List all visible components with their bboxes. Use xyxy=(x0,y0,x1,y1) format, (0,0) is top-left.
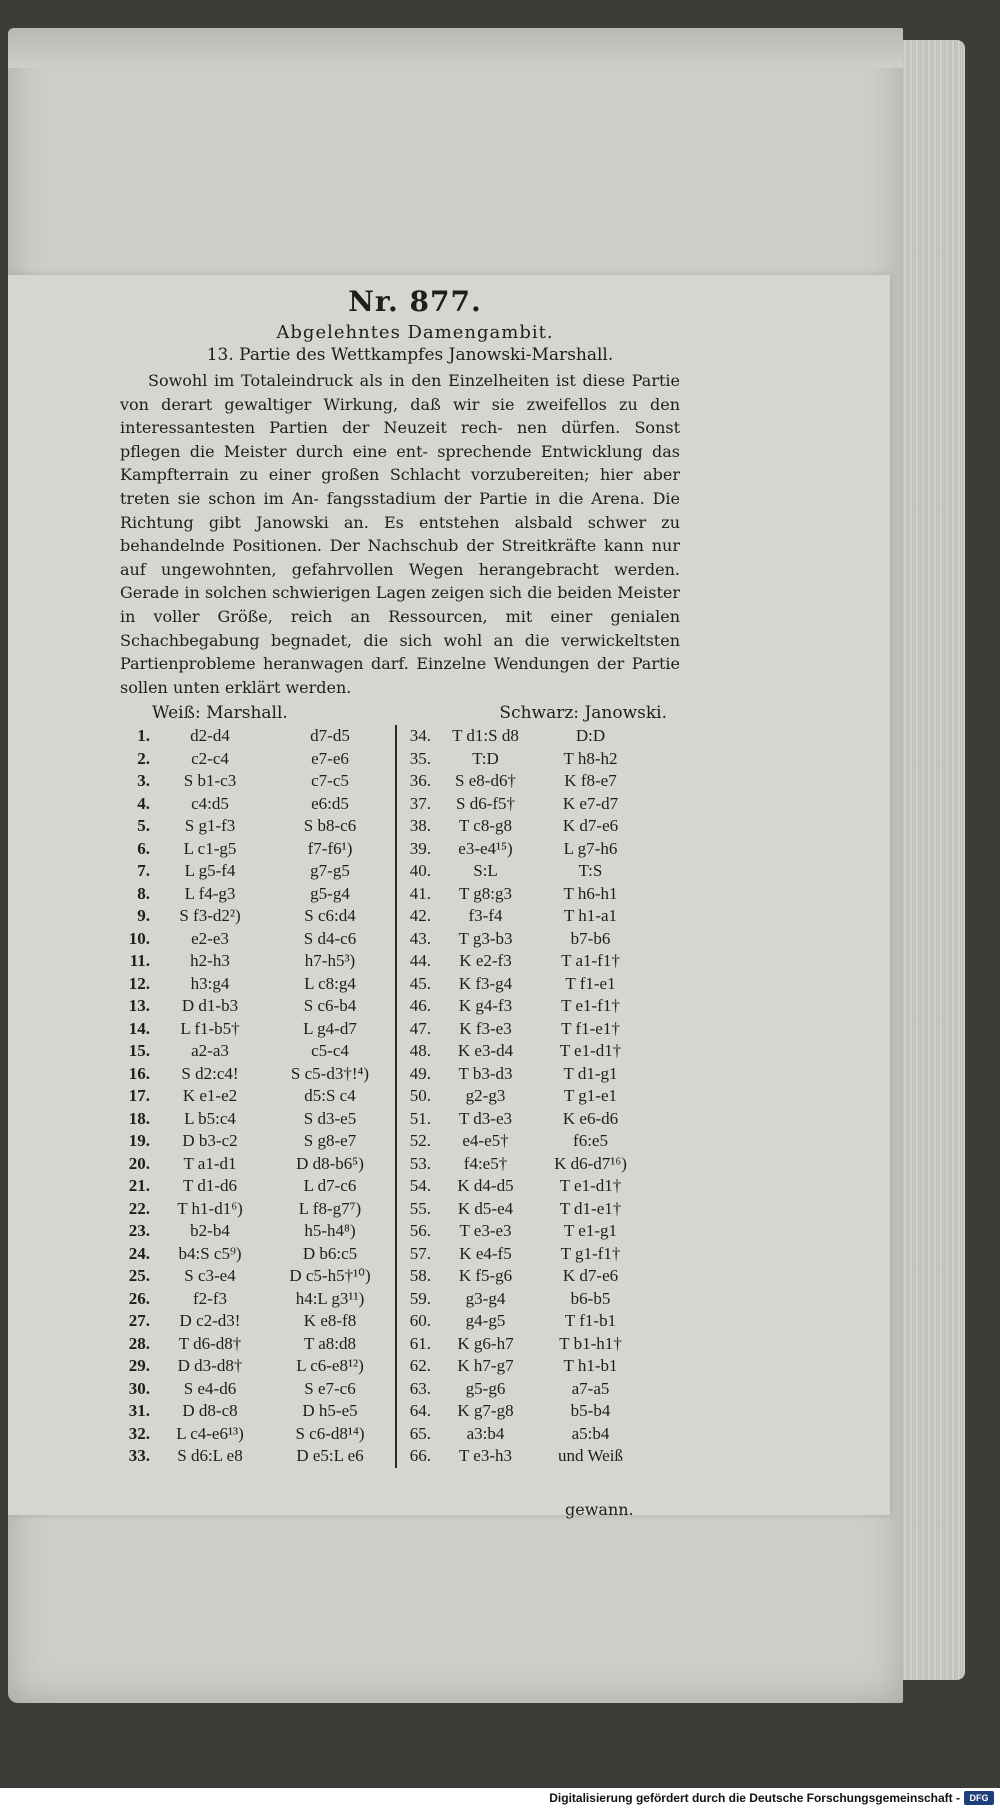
move-number: 50. xyxy=(409,1086,431,1106)
intro-line: sprechende Entwicklung das Kampfterrain zu einer großen xyxy=(120,441,680,485)
black-move: K d6-d7¹⁶) xyxy=(554,1153,627,1173)
move-row xyxy=(397,1355,647,1378)
white-move: e2-e3 xyxy=(191,928,229,948)
move-number: 62. xyxy=(409,1356,431,1376)
intro-line: Wendungen der Partie sollen unten erklärt werden. xyxy=(120,654,681,697)
move-number: 19. xyxy=(128,1131,150,1151)
black-move: S b8-c6 xyxy=(303,816,357,836)
move-row xyxy=(397,815,647,838)
white-move: L c1-g5 xyxy=(183,838,237,858)
move-number: 45. xyxy=(409,973,431,993)
move-row xyxy=(120,860,395,883)
move-row xyxy=(397,1333,647,1356)
white-move: T d1:S d8 xyxy=(452,726,519,746)
intro-line: Janowski an. Es entstehen alsbald schwer zu behandelnde xyxy=(120,512,681,556)
black-move: D h5-e5 xyxy=(302,1401,358,1421)
white-move: K g6-h7 xyxy=(457,1333,514,1353)
white-move: g4-g5 xyxy=(465,1311,506,1331)
digitization-credit: Digitalisierung gefördert durch die Deutsche Forschungsgemeinschaft - xyxy=(549,1791,960,1805)
white-move: b2-b4 xyxy=(190,1221,230,1241)
move-row xyxy=(397,1108,647,1131)
move-row xyxy=(120,770,395,793)
move-row xyxy=(120,1040,395,1063)
move-number: 38. xyxy=(409,816,431,836)
move-number: 9. xyxy=(137,906,150,926)
white-move: D d3-d8† xyxy=(177,1356,243,1376)
black-move: h7-h5³) xyxy=(304,951,356,971)
move-row xyxy=(397,995,647,1018)
move-row xyxy=(120,995,395,1018)
move-number: 43. xyxy=(409,928,431,948)
move-row xyxy=(120,1130,395,1153)
move-number: 39. xyxy=(409,838,431,858)
black-move: d5:S c4 xyxy=(304,1086,356,1106)
move-number: 55. xyxy=(409,1198,431,1218)
move-row xyxy=(397,1085,647,1108)
move-row xyxy=(397,793,647,816)
intro-line: ungewohnten, gefahrvollen Wegen herangebracht werden. xyxy=(161,559,680,579)
white-move: L g5-f4 xyxy=(184,861,236,881)
move-row xyxy=(120,793,395,816)
move-number: 56. xyxy=(409,1221,431,1241)
move-number: 44. xyxy=(409,951,431,971)
move-number: 48. xyxy=(409,1041,431,1061)
move-number: 47. xyxy=(409,1018,431,1038)
white-move: g2-g3 xyxy=(465,1086,506,1106)
black-move: L g7-h6 xyxy=(563,838,618,858)
move-row xyxy=(120,1288,395,1311)
move-number: 42. xyxy=(409,906,431,926)
move-number: 23. xyxy=(128,1221,150,1241)
white-move: S e4-d6 xyxy=(183,1378,237,1398)
black-move: a5:b4 xyxy=(571,1423,610,1443)
move-row xyxy=(397,860,647,883)
black-move: b6-b5 xyxy=(570,1288,611,1308)
move-row xyxy=(120,1400,395,1423)
move-number: 30. xyxy=(128,1378,150,1398)
black-move: c5-c4 xyxy=(311,1041,349,1061)
white-move: S f3-d2²) xyxy=(179,906,241,926)
black-move: L d7-c6 xyxy=(303,1176,357,1196)
white-move: T d1-d6 xyxy=(183,1176,237,1196)
move-number: 16. xyxy=(128,1063,150,1083)
white-move: D d8-c8 xyxy=(182,1401,238,1421)
intro-line: Positionen. Der Nachschub der Streitkräfte kann nur auf xyxy=(120,536,680,579)
black-move: S g8-e7 xyxy=(303,1131,357,1151)
move-row xyxy=(397,1400,647,1423)
black-move: T f1-b1 xyxy=(564,1311,617,1331)
page-top-shadow xyxy=(8,28,903,68)
black-move: h5-h4⁸) xyxy=(304,1221,356,1241)
black-player: Schwarz: Janowski. xyxy=(499,703,667,724)
black-move: e6:d5 xyxy=(311,793,349,813)
move-row xyxy=(120,1018,395,1041)
intro-line: Sowohl im Totaleindruck als in den Einzelheiten ist xyxy=(148,371,576,390)
white-move: D d1-b3 xyxy=(181,996,239,1016)
black-move: T h6-h1 xyxy=(563,883,618,903)
black-move: T d1-e1† xyxy=(559,1198,622,1218)
white-move: T a1-d1 xyxy=(183,1153,237,1173)
move-number: 15. xyxy=(128,1041,150,1061)
move-number: 21. xyxy=(128,1176,150,1196)
black-move: h4:L g3¹¹) xyxy=(295,1288,365,1308)
move-row xyxy=(397,883,647,906)
move-number: 11. xyxy=(129,951,150,971)
white-move: D b3-c2 xyxy=(182,1131,238,1151)
white-move: S d6-f5† xyxy=(455,793,516,813)
move-number: 58. xyxy=(409,1266,431,1286)
move-row xyxy=(397,1040,647,1063)
move-number: 31. xyxy=(128,1401,150,1421)
move-row xyxy=(397,905,647,928)
black-move: K f8-e7 xyxy=(564,771,617,791)
black-move: T a1-f1† xyxy=(561,951,620,971)
black-move: T b1-h1† xyxy=(559,1333,622,1353)
move-row xyxy=(120,950,395,973)
intro-line: zweifellos zu den interessantesten Partien der Neuzeit rech- xyxy=(120,394,680,438)
black-move: T:S xyxy=(578,861,603,881)
move-row xyxy=(397,973,647,996)
white-move: h3:g4 xyxy=(190,973,230,993)
white-move: L f1-b5† xyxy=(180,1018,240,1038)
move-row xyxy=(397,838,647,861)
move-number: 37. xyxy=(409,793,431,813)
black-move: K d7-e6 xyxy=(562,1266,619,1286)
move-number: 18. xyxy=(128,1108,150,1128)
players-header xyxy=(152,703,667,723)
white-move: D c2-d3! xyxy=(179,1311,241,1331)
footer-bar xyxy=(0,1788,1000,1809)
black-move: S c6:d4 xyxy=(304,906,356,926)
move-number: 5. xyxy=(137,816,150,836)
white-move: K d5-e4 xyxy=(457,1198,514,1218)
move-number: 40. xyxy=(409,861,431,881)
black-move: T d1-g1 xyxy=(563,1063,618,1083)
white-move: K d4-d5 xyxy=(457,1176,514,1196)
move-number: 22. xyxy=(128,1198,150,1218)
move-number: 64. xyxy=(409,1401,431,1421)
white-move: L c4-e6¹³) xyxy=(176,1423,244,1443)
move-number: 3. xyxy=(137,771,150,791)
white-move: b4:S c5⁹) xyxy=(178,1243,242,1263)
black-move: a7-a5 xyxy=(571,1378,610,1398)
move-row xyxy=(120,815,395,838)
move-row xyxy=(120,883,395,906)
move-number: 49. xyxy=(409,1063,431,1083)
move-number: 25. xyxy=(128,1266,150,1286)
intro-line: Meister in voller Größe, reich an Ressourcen, mit einer xyxy=(120,583,680,626)
black-move: D:D xyxy=(575,726,606,746)
move-row xyxy=(397,1288,647,1311)
intro-line: verwickeltsten Partienprobleme heranwagen darf. Einzelne xyxy=(120,630,681,674)
move-row xyxy=(397,1220,647,1243)
move-number: 52. xyxy=(409,1131,431,1151)
move-row xyxy=(120,1108,395,1131)
move-row xyxy=(120,748,395,771)
move-number: 17. xyxy=(128,1086,150,1106)
black-move: L f8-g7⁷) xyxy=(298,1198,362,1218)
black-move: g7-g5 xyxy=(310,861,350,881)
move-row xyxy=(120,1085,395,1108)
white-move: g5-g6 xyxy=(465,1378,506,1398)
move-number: 14. xyxy=(128,1018,150,1038)
move-number: 66. xyxy=(409,1446,431,1466)
move-row xyxy=(120,1378,395,1401)
black-move: K d7-e6 xyxy=(562,816,619,836)
intro-line: Gerade in solchen schwierigen Lagen zeigen sich die beiden xyxy=(120,583,613,603)
white-move: T e3-e3 xyxy=(459,1221,512,1241)
black-move: T e1-d1† xyxy=(559,1176,622,1196)
chess-game-text xyxy=(120,285,680,1468)
move-row xyxy=(397,1243,647,1266)
black-move: e7-e6 xyxy=(311,748,349,768)
move-number: 8. xyxy=(137,883,150,903)
white-move: T d3-e3 xyxy=(458,1108,513,1128)
intro-line: Schlacht vorzubereiten; hier aber treten sie schon im An- xyxy=(120,465,680,508)
move-row xyxy=(397,1063,647,1086)
move-number: 26. xyxy=(128,1288,150,1308)
move-row xyxy=(120,1445,395,1468)
move-row xyxy=(120,1153,395,1176)
move-number: 28. xyxy=(128,1333,150,1353)
white-move: a3:b4 xyxy=(466,1423,505,1443)
move-row xyxy=(397,1378,647,1401)
white-move: h2-h3 xyxy=(190,951,230,971)
white-move: S:L xyxy=(473,861,498,881)
move-row xyxy=(120,1333,395,1356)
move-row xyxy=(120,1220,395,1243)
move-row xyxy=(397,1018,647,1041)
opening-name: Abgelehntes Damengambit. xyxy=(276,322,554,343)
move-number: 59. xyxy=(409,1288,431,1308)
move-number: 12. xyxy=(128,973,150,993)
white-move: T g8:g3 xyxy=(458,883,513,903)
moves-column-right xyxy=(395,725,647,1468)
move-number: 2. xyxy=(137,748,150,768)
move-row xyxy=(120,905,395,928)
move-number: 27. xyxy=(128,1311,150,1331)
intro-line: nen dürfen. Sonst pflegen die Meister durch eine ent- xyxy=(120,418,681,461)
white-move: T e3-h3 xyxy=(458,1446,513,1466)
move-number: 13. xyxy=(128,996,150,1016)
white-move: f4:e5† xyxy=(463,1153,508,1173)
black-move: T e1-g1 xyxy=(563,1221,618,1241)
intro-paragraph xyxy=(120,369,680,699)
white-move: f2-f3 xyxy=(193,1288,227,1308)
black-move: b5-b4 xyxy=(570,1401,611,1421)
move-number: 35. xyxy=(409,748,431,768)
black-move: T e1-d1† xyxy=(559,1041,622,1061)
move-row xyxy=(120,928,395,951)
black-move: T f1-e1† xyxy=(561,1018,620,1038)
black-move: g5-g4 xyxy=(310,883,350,903)
match-description: 13. Partie des Wettkampfes Janowski-Marshall. xyxy=(206,345,614,365)
move-row xyxy=(397,1445,647,1468)
black-move: T h1-b1 xyxy=(563,1356,618,1376)
move-row xyxy=(120,1423,395,1446)
white-move: S e8-d6† xyxy=(455,771,516,791)
move-row xyxy=(397,748,647,771)
black-move: K e7-d7 xyxy=(562,793,619,813)
move-number: 4. xyxy=(137,793,150,813)
black-move: D e5:L e6 xyxy=(296,1446,364,1466)
move-number: 20. xyxy=(128,1153,150,1173)
intro-line: genialen Schachbegabung begnadet, die sich wohl an die xyxy=(120,606,681,650)
black-move: T g1-e1 xyxy=(563,1086,618,1106)
move-number: 1. xyxy=(137,726,150,746)
move-number: 51. xyxy=(409,1108,431,1128)
white-move: T h1-d1⁶) xyxy=(177,1198,243,1218)
white-move: a2-a3 xyxy=(191,1041,229,1061)
black-move: D c5-h5†¹⁰) xyxy=(289,1266,371,1286)
move-number: 24. xyxy=(128,1243,150,1263)
move-row xyxy=(397,1265,647,1288)
move-row xyxy=(397,1153,647,1176)
black-move: T g1-f1† xyxy=(560,1243,621,1263)
dfg-logo: DFG xyxy=(964,1791,994,1805)
move-number: 32. xyxy=(128,1423,150,1443)
move-number: 61. xyxy=(409,1333,431,1353)
move-number: 63. xyxy=(409,1378,431,1398)
black-move: T h1-a1 xyxy=(563,906,618,926)
black-move: S e7-c6 xyxy=(304,1378,356,1398)
move-row xyxy=(120,1355,395,1378)
black-move: b7-b6 xyxy=(570,928,611,948)
black-move: S c6-d8¹⁴) xyxy=(295,1423,365,1443)
white-move: K g7-g8 xyxy=(457,1401,514,1421)
move-row xyxy=(397,950,647,973)
move-row xyxy=(397,770,647,793)
move-number: 10. xyxy=(128,928,150,948)
white-move: K f5-g6 xyxy=(458,1266,513,1286)
white-move: d2-d4 xyxy=(190,726,230,746)
move-number: 60. xyxy=(409,1311,431,1331)
intro-line: diese Partie von derart gewaltiger Wirkung, daß wir sie xyxy=(120,371,681,414)
move-row xyxy=(120,1243,395,1266)
white-move: K g4-f3 xyxy=(458,996,513,1016)
black-move: S c6-b4 xyxy=(303,996,357,1016)
white-move: T g3-b3 xyxy=(458,928,513,948)
white-move: T b3-d3 xyxy=(458,1063,513,1083)
move-row xyxy=(120,1265,395,1288)
move-number: 41. xyxy=(409,883,431,903)
white-move: K e4-f5 xyxy=(459,1243,512,1263)
white-move: K e3-d4 xyxy=(457,1041,514,1061)
white-move: c4:d5 xyxy=(191,793,229,813)
move-row xyxy=(120,725,395,748)
black-move: K e6-d6 xyxy=(562,1108,619,1128)
black-move: f6:e5 xyxy=(573,1131,608,1151)
move-row xyxy=(120,1063,395,1086)
black-move: T h8-h2 xyxy=(563,748,618,768)
move-row xyxy=(397,1198,647,1221)
move-number: 6. xyxy=(137,838,150,858)
white-move: S c3-e4 xyxy=(184,1266,236,1286)
move-number: 65. xyxy=(409,1423,431,1443)
move-number: 46. xyxy=(409,996,431,1016)
result-continuation: gewann. xyxy=(565,1500,634,1519)
black-move: T a8:d8 xyxy=(303,1333,357,1353)
move-row xyxy=(120,1175,395,1198)
move-number: 34. xyxy=(409,726,431,746)
black-move: L c6-e8¹²) xyxy=(296,1356,364,1376)
move-row xyxy=(397,1175,647,1198)
move-row xyxy=(397,725,647,748)
black-move: D b6:c5 xyxy=(302,1243,358,1263)
move-number: 53. xyxy=(409,1153,431,1173)
move-number: 54. xyxy=(409,1176,431,1196)
black-move: T e1-f1† xyxy=(561,996,620,1016)
move-row xyxy=(397,1130,647,1153)
move-number: 33. xyxy=(128,1446,150,1466)
black-move: S c5-d3†!⁴) xyxy=(290,1063,370,1083)
black-move: L c8:g4 xyxy=(304,973,356,993)
white-move: L b5:c4 xyxy=(184,1108,236,1128)
moves-column-left xyxy=(120,725,395,1468)
move-row xyxy=(397,1310,647,1333)
white-player: Weiß: Marshall. xyxy=(152,703,288,724)
move-number: 36. xyxy=(409,771,431,791)
white-move: e4-e5† xyxy=(462,1131,509,1151)
book-page-edges xyxy=(895,40,965,1680)
move-row xyxy=(120,1198,395,1221)
white-move: g3-g4 xyxy=(465,1288,506,1308)
move-row xyxy=(120,973,395,996)
white-move: T:D xyxy=(472,748,499,768)
move-number: 29. xyxy=(128,1356,150,1376)
move-row xyxy=(120,838,395,861)
black-move: c7-c5 xyxy=(311,771,349,791)
white-move: K f3-g4 xyxy=(458,973,513,993)
white-move: T c8-g8 xyxy=(458,816,513,836)
white-move: K h7-g7 xyxy=(457,1356,514,1376)
move-row xyxy=(397,1423,647,1446)
black-move: d7-d5 xyxy=(310,726,350,746)
move-number: 57. xyxy=(409,1243,431,1263)
black-move: S d4-c6 xyxy=(303,928,357,948)
move-number: 7. xyxy=(137,861,150,881)
black-move: f7-f6¹) xyxy=(307,838,353,858)
white-move: K e1-e2 xyxy=(182,1086,238,1106)
white-move: c2-c4 xyxy=(191,748,229,768)
white-move: e3-e4¹⁵) xyxy=(458,838,513,858)
white-move: f3-f4 xyxy=(468,906,503,926)
move-row xyxy=(397,928,647,951)
black-move: und Weiß xyxy=(558,1446,623,1466)
intro-line: fangsstadium der Partie in die Arena. Die Richtung gibt xyxy=(120,488,680,532)
black-move: L g4-d7 xyxy=(303,1018,357,1038)
game-number-title: Nr. 877. xyxy=(348,285,482,318)
white-move: S b1-c3 xyxy=(183,771,237,791)
black-move: T f1-e1 xyxy=(565,973,616,993)
white-move: K e2-f3 xyxy=(459,951,512,971)
black-move: D d8-b6⁵) xyxy=(296,1153,364,1173)
black-move: S d3-e5 xyxy=(303,1108,357,1128)
white-move: T d6-d8† xyxy=(178,1333,242,1353)
white-move: L f4-g3 xyxy=(184,883,236,903)
white-move: S g1-f3 xyxy=(184,816,236,836)
white-move: S d6:L e8 xyxy=(177,1446,243,1466)
move-table xyxy=(120,725,680,1468)
white-move: S d2:c4! xyxy=(181,1063,239,1083)
black-move: K e8-f8 xyxy=(303,1311,357,1331)
white-move: K f3-e3 xyxy=(459,1018,512,1038)
move-row xyxy=(120,1310,395,1333)
